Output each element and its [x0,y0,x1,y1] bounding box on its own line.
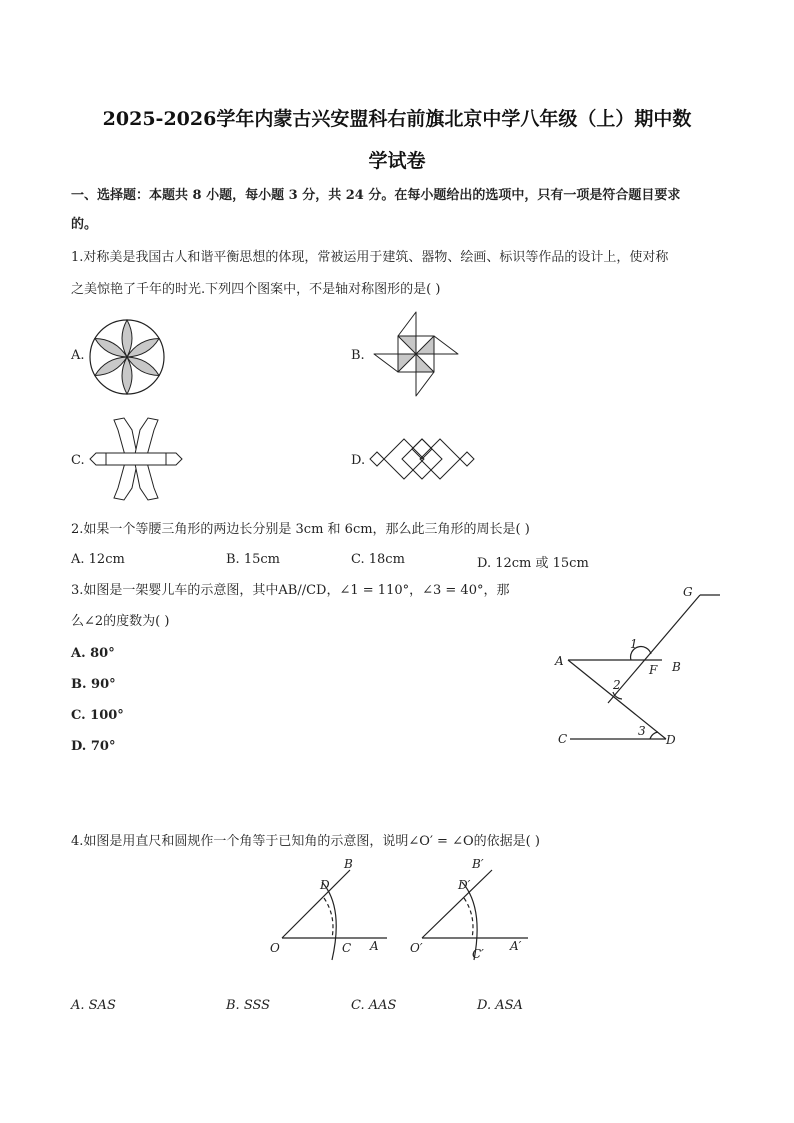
q4-option-a: A. SAS [71,998,116,1013]
q4-option-d: D. ASA [477,998,523,1013]
section-instruction-line1: 一、选择题：本题共 8 小题，每小题 3 分，共 24 分。在每小题给出的选项中，只有一项是符合题目要求 [71,188,681,203]
q1-figure-d-knot [368,434,476,484]
q3-figure-stroller [550,582,730,752]
q1-option-c-label: C. [71,453,85,468]
q3-stem-line2: 么∠2的度数为( ) [71,614,170,629]
q4-label-c: C [342,941,352,955]
q4-label-d: D [320,878,330,892]
q2-option-b: B. 15cm [226,552,280,567]
q2-option-c: C. 18cm [351,552,405,567]
q4-label-d-prime: D′ [458,878,471,892]
q3-label-d: D [666,733,676,747]
q3-option-a: A. 80° [71,646,115,661]
q3-angle3-label: 3 [638,724,646,738]
section-instruction-line2: 的。 [71,217,98,232]
q1-option-a-label: A. [71,348,85,363]
q2-option-d: D. 12cm 或 15cm [477,556,589,571]
q3-angle2-label: 2 [613,678,621,692]
q3-option-c: C. 100° [71,708,124,723]
q3-label-f: F [649,663,658,677]
q2-stem: 2.如果一个等腰三角形的两边长分别是 3cm 和 6cm，那么此三角形的周长是( ) [71,522,530,537]
q4-label-a-prime: A′ [510,939,522,953]
q4-stem: 4.如图是用直尺和圆规作一个角等于已知角的示意图，说明∠O′ = ∠O的依据是( ) [71,834,540,849]
q3-label-c: C [558,732,568,746]
q1-figure-a-flower [88,318,166,396]
q3-option-d: D. 70° [71,739,116,754]
q1-figure-b-pinwheel [370,308,462,400]
exam-title-line1: 2025-2026学年内蒙古兴安盟科右前旗北京中学八年级（上）期中数 [102,108,692,130]
q1-option-d-label: D. [351,453,366,468]
exam-title-line2: 学试卷 [368,150,426,172]
q3-label-b: B [672,660,681,674]
q3-label-g: G [683,585,693,599]
q4-label-a: A [370,939,379,953]
q1-figure-c-snowflake [88,416,184,502]
q4-option-c: C. AAS [351,998,397,1013]
q4-label-o-prime: O′ [410,941,423,955]
q3-label-a: A [555,654,564,668]
q1-stem-line2: 之美惊艳了千年的时光.下列四个图案中，不是轴对称图形的是( ) [71,282,441,297]
q1-stem-line1: 1.对称美是我国古人和谐平衡思想的体现，常被运用于建筑、器物、绘画、标识等作品的设计上，使对称 [71,250,669,265]
q4-label-c-prime: C′ [472,947,484,961]
q3-angle1-label: 1 [630,637,638,651]
q4-option-b: B. SSS [226,998,271,1013]
q4-label-b-prime: B′ [472,857,484,871]
q3-option-b: B. 90° [71,677,116,692]
q4-figure-angle-construction [262,852,542,962]
q4-label-o: O [270,941,280,955]
q1-option-b-label: B. [351,348,365,363]
q4-label-b: B [344,857,353,871]
q3-stem-line1: 3.如图是一架婴儿车的示意图，其中AB//CD，∠1 = 110°，∠3 = 40°，那 [71,583,510,598]
q2-option-a: A. 12cm [71,552,125,567]
